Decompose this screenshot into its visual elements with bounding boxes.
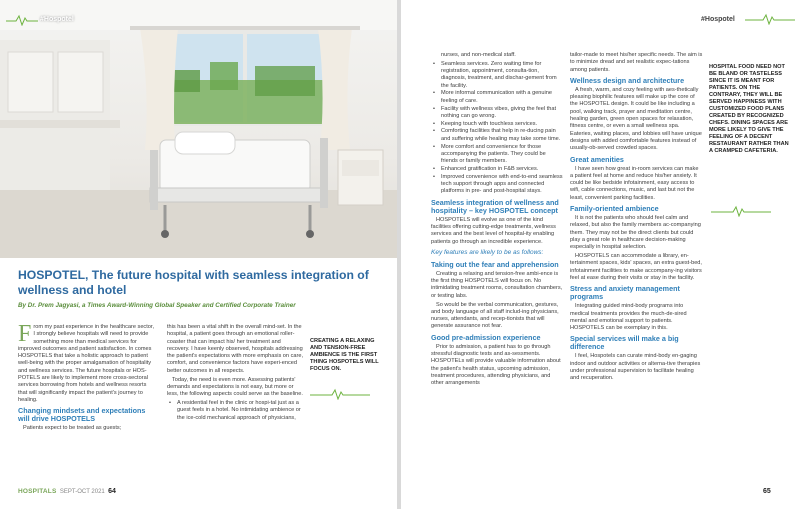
body-paragraph: HOSPOTELS can accommodate a library, en-tertainment spaces, kids' spaces, an extra guest-bed, infotainment facilities to make accompany-ing visitors feel at ease during their visits or stay in the facility. [570, 253, 702, 281]
body-paragraph: A fresh, warm, and cozy feeling with aes-thetically pleasing biophilic features will make up the core of the HOSPOTEL design. It could be like including a pool, walking track, prayer and meditation centre, healing garden, green open spaces for relaxation, fitness centre, or even a small wellness spa. Eateries, waiting places, and lobbies will have unique designs with added comfortable features instead of usually-ob-served crowded spaces. [570, 86, 702, 152]
right-page [401, 0, 800, 509]
issue-date: SEPT-OCT 2021 [59, 489, 105, 495]
bullet-item: • More comfort and convenience for those accompanying the patients. They could be friends or family members. [431, 144, 564, 166]
section-tag: #Hospotel [701, 16, 735, 23]
body-paragraph: I feel, Hospotels can curate mind-body en-gaging indoor and outdoor activities or alterna-tive therapies under professional supervision to facilitate healing and recuperation. [570, 353, 701, 382]
ecg-line-icon [711, 205, 771, 217]
right-column-1 [431, 52, 564, 389]
body-paragraph: So would be the verbal communication, gestures, and body language of all staff includ-ing physicians, nurses, attendants, and recep-tionists that will generate assurance not fear. [431, 301, 559, 330]
page-number: 64 [108, 488, 116, 495]
bullet-item: • More informal communication with a genuine feeling of care. [431, 90, 564, 105]
section-heading: Changing mindsets and expectations will drive HOSPOTELS [18, 406, 146, 424]
section-heading: Wellness design and architecture [570, 75, 685, 85]
body-paragraph: nurses, and non-medical staff. [441, 52, 516, 58]
body-paragraph: Today, the need is even more. Assessing patients' demands and expectations is not easy, but more or less, the following aspects could serve as the baseline. [167, 376, 303, 398]
body-paragraph: Integrating guided mind-body programs into medical treatments provides the much-de-sired mental and emotional support to patients. HOSPOTELS can be exemplary in this. [570, 303, 687, 332]
body-paragraph: HOSPOTELS will evolve as one of the kind facilities offering cutting-edge treatments, wellness services and the best level of hospital-ity enabling patients go through an incredible experience. [431, 216, 556, 245]
pull-quote: HOSPITAL FOOD NEED NOT BE BLAND OR TASTELESS SINCE IT IS MEANT FOR PATIENTS. ON THE CONTRARY, THEY WILL BE SERVED HAPPINESS WITH CUSTOMIZED FOOD PLANS CREATED BY RECOGNIZED CHEFS. DINING SPACES ARE MORE LIKELY TO GIVE THE FEELING OF A DECENT RESTAURANT RATHER THAN A CRAMPED CAFETERIA. [709, 64, 789, 154]
body-paragraph: tailor-made to meet his/her specific needs. The aim is to minimize dread and set realistic expec-tations among patients. [570, 52, 703, 73]
section-heading: Good pre-admission experience [431, 332, 541, 342]
expectations-list [431, 61, 564, 196]
bullet-item: • Facility with wellness vibes, giving the feel that nothing can go wrong. [431, 106, 564, 121]
bullet-item: • Seamless services. Zero waiting time for registration, appointment, consulta-tion, diagnosis, treatment, and dischar-gement from the facility. [431, 61, 564, 90]
right-column-2 [570, 52, 703, 384]
hospital-room-illustration [0, 0, 397, 258]
bullet-item: • A residential feel in the clinic or hospi-tal just as a guest feels in a hotel. No intimidating ambience or the ice-cold mechanical approach of physicians, [167, 400, 303, 422]
key-features-heading: Key features are likely to be as follows: [431, 248, 544, 256]
page-folio [18, 488, 116, 495]
intro-paragraph: From my past experience in the healthcare sector, I strongly believe hospitals will need to provide something more than medical services for improved outcomes and patient satisfaction. In comes HOSPOTELS that take a holistic approach to patient well-being with the proper amalgamation of hospitality and wellness services. The future hospitals or HOS-POTELS are likely to implement more cross-sectoral services borrowing from hotels and wellness resorts that will significantly impact the patient's journey to healing. [18, 321, 154, 403]
section-heading: Special services will make a big difference [570, 334, 679, 352]
body-paragraph: I have seen how great in-room services can make a patient feel at home and reduce his/her anxiety. It could be like bedside infotainment, easy access to wifi, cable connections, music, and last but not the least, convenient parking facilities. [570, 165, 699, 201]
pull-quote: CREATING A RELAXING AND TENSION-FREE AMBIENCE IS THE FIRST THING HOSPOTELS WILL FOCUS ON. [310, 338, 379, 372]
body-paragraph: Patients expect to be treated as guests; [23, 425, 122, 432]
section-heading: Stress and anxiety management programs [570, 284, 680, 302]
article-byline: By Dr. Prem Jagyasi, a Times Award-Winning Global Speaker and Certified Corporate Trainer [18, 302, 296, 309]
ecg-line-icon [6, 14, 38, 26]
bullet-item: • Enhanced gratification in F&B services. [431, 166, 564, 173]
ecg-line-icon [310, 388, 370, 400]
bullet-item: • Keeping touch with touchless services. [431, 121, 564, 128]
body-paragraph: Prior to admission, a patient has to go through stressful diagnostic tests and as-sessments. HOSPOTELs will provide valuable information about the patient's health status, upcoming admission, treatment procedures, attending physicians, and other arrangements [431, 343, 561, 387]
section-heading: Family-oriented ambience [570, 204, 659, 214]
body-paragraph: this has been a vital shift in the overall mind-set. In the hospital, a patient goes through an emotional roller-coaster that can impact his/ her treatment and recovery. I have keenly observed, hospitals addressing the patient's expectations with more emphasis on care, comfort, and convenience factors have experi-enced better outcomes in all respects. [167, 324, 304, 374]
magazine-logo: HOSPITALS [18, 488, 57, 495]
body-paragraph: It is not the patients who should feel calm and relaxed, but also the family members ac-companying them. They may not be the direct clients but could play a great role in healthcare decision-making especially in hospital selection. [570, 215, 701, 251]
page-folio [763, 488, 771, 495]
bullet-item: • Comforting facilities that help in re-ducing pain and suffering while healing may take some time. [431, 128, 564, 143]
left-column-1 [18, 321, 156, 434]
left-page [0, 0, 397, 509]
section-heading: Seamless integration of wellness and hospitality – key HOSPOTEL concept [431, 197, 559, 215]
section-tag: #Hospotel [40, 16, 74, 23]
page-number: 65 [763, 488, 771, 495]
section-heading: Taking out the fear and apprehension [431, 259, 559, 269]
body-paragraph: Creating a relaxing and tension-free ambi-ence is the first thing HOSPOTELS will focus on. No intimidating treatment rooms, consultation chambers, or testing labs. [431, 270, 563, 299]
left-column-2 [167, 324, 303, 422]
section-heading: Great amenities [570, 154, 624, 164]
article-headline: HOSPOTEL, The future hospital with seamless integration of wellness and hotel [18, 268, 369, 297]
dropcap: F [18, 321, 32, 347]
hospital-room-photo [0, 0, 397, 258]
bullet-item: • Improved convenience with end-to-end seamless tech support through apps and connected platforms in pre- and post-hospital stays. [431, 174, 564, 196]
ecg-line-icon [745, 13, 795, 25]
